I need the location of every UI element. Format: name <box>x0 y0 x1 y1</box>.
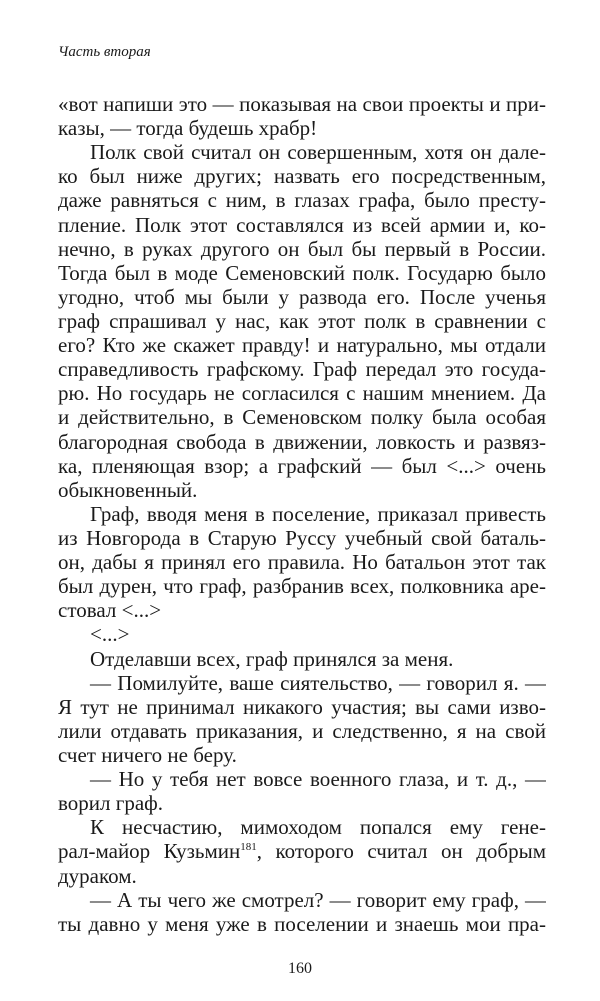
line-text: казы, — тогда будешь храбр! <box>58 116 318 141</box>
text-line <box>58 767 546 791</box>
text-line <box>58 574 546 598</box>
line-text: рал-майор Кузьмин <box>58 839 241 864</box>
line-text: его? Кто же скажет правду! и натурально, мы отдали <box>58 333 546 358</box>
text-line <box>58 647 546 671</box>
line-text: благородная свобода в движении, ловкость и развяз- <box>58 429 546 454</box>
text-line <box>58 526 546 550</box>
text-line <box>58 188 546 212</box>
text-line <box>58 164 546 188</box>
line-text: обыкновенный. <box>58 477 198 502</box>
line-text: Отделавши всех, граф принялся за меня. <box>90 646 454 671</box>
text-line <box>58 912 546 936</box>
text-line <box>58 598 546 622</box>
line-text: лили отдавать приказания, и следственно, я на свой <box>58 718 546 743</box>
line-text: стовал <...> <box>58 598 162 623</box>
text-line <box>58 695 546 719</box>
line-text: дураком. <box>58 863 137 888</box>
text-line <box>58 237 546 261</box>
line-text: счет ничего не беру. <box>58 742 237 767</box>
text-line <box>58 839 546 863</box>
line-text: из Новгорода в Старую Руссу учебный свой баталь- <box>58 525 546 550</box>
page-number: 160 <box>288 960 312 977</box>
text-line <box>58 671 546 695</box>
text-line <box>58 864 546 888</box>
line-text: К несчастию, мимоходом попался ему гене- <box>90 815 546 840</box>
text-line <box>58 502 546 526</box>
line-text: Тогда был в моде Семеновский полк. Государю было <box>58 260 546 285</box>
line-text: граф спрашивал у нас, как этот полк в сравнении с <box>58 308 546 333</box>
text-line <box>58 405 546 429</box>
text-line <box>58 92 546 116</box>
line-text: пление. Полк этот составлялся из всей армии и, ко- <box>58 212 546 237</box>
text-line <box>58 285 546 309</box>
line-text-after: , которого считал он добрым <box>256 839 546 864</box>
line-text: ты давно у меня уже в поселении и знаешь мои пра- <box>58 911 546 936</box>
line-text: — Помилуйте, ваше сиятельство, — говорил я. — <box>90 670 546 695</box>
line-text: нечно, в руках другого он был бы первый в России. <box>58 236 546 261</box>
text-line <box>58 357 546 381</box>
text-line <box>58 815 546 839</box>
text-line <box>58 261 546 285</box>
line-text: ко был ниже других; назвать его посредственным, <box>58 164 546 189</box>
line-text: и действительно, в Семеновском полку была особая <box>58 405 546 430</box>
text-line <box>58 791 546 815</box>
footnote-ref[interactable]: 181 <box>240 841 257 854</box>
line-text: даже равняться с ним, в глазах графа, было престу- <box>58 188 546 213</box>
text-line <box>58 140 546 164</box>
text-line <box>58 743 546 767</box>
body-text <box>58 92 546 936</box>
line-text: рю. Но государь не согласился с нашим мнением. Да <box>58 381 546 406</box>
line-text: был дурен, что граф, разбранив всех, полковника аре- <box>58 574 546 599</box>
text-line <box>58 430 546 454</box>
text-line <box>58 454 546 478</box>
line-text: — Но у тебя нет вовсе военного глаза, и т. д., — <box>90 767 546 792</box>
line-text: <...> <box>90 622 130 647</box>
line-text: угодно, чтоб мы были у развода его. После ученья <box>58 284 546 309</box>
text-line <box>58 478 546 502</box>
text-line <box>58 719 546 743</box>
line-text: справедливость графскому. Граф передал это госуда- <box>58 357 546 382</box>
line-text: — А ты чего же смотрел? — говорит ему граф, — <box>90 887 546 912</box>
line-text: Граф, вводя меня в поселение, приказал привесть <box>90 501 546 526</box>
line-text: Я тут не принимал никакого участия; вы сами изво- <box>58 694 546 719</box>
line-text: ворил граф. <box>58 791 164 816</box>
line-text: Полк свой считал он совершенным, хотя он дале- <box>90 140 546 165</box>
text-line <box>58 309 546 333</box>
text-line <box>58 622 546 646</box>
text-line <box>58 333 546 357</box>
text-line <box>58 381 546 405</box>
running-head: Часть вторая <box>58 44 151 60</box>
line-text: он, дабы я принял его правила. Но батальон этот так <box>58 550 546 575</box>
line-text: «вот напиши это — показывая на свои проекты и при- <box>58 92 546 116</box>
text-line <box>58 116 546 140</box>
text-line <box>58 888 546 912</box>
text-line <box>58 550 546 574</box>
text-line <box>58 213 546 237</box>
line-text: ка, пленяющая взор; а графский — был <...> очень <box>58 453 546 478</box>
